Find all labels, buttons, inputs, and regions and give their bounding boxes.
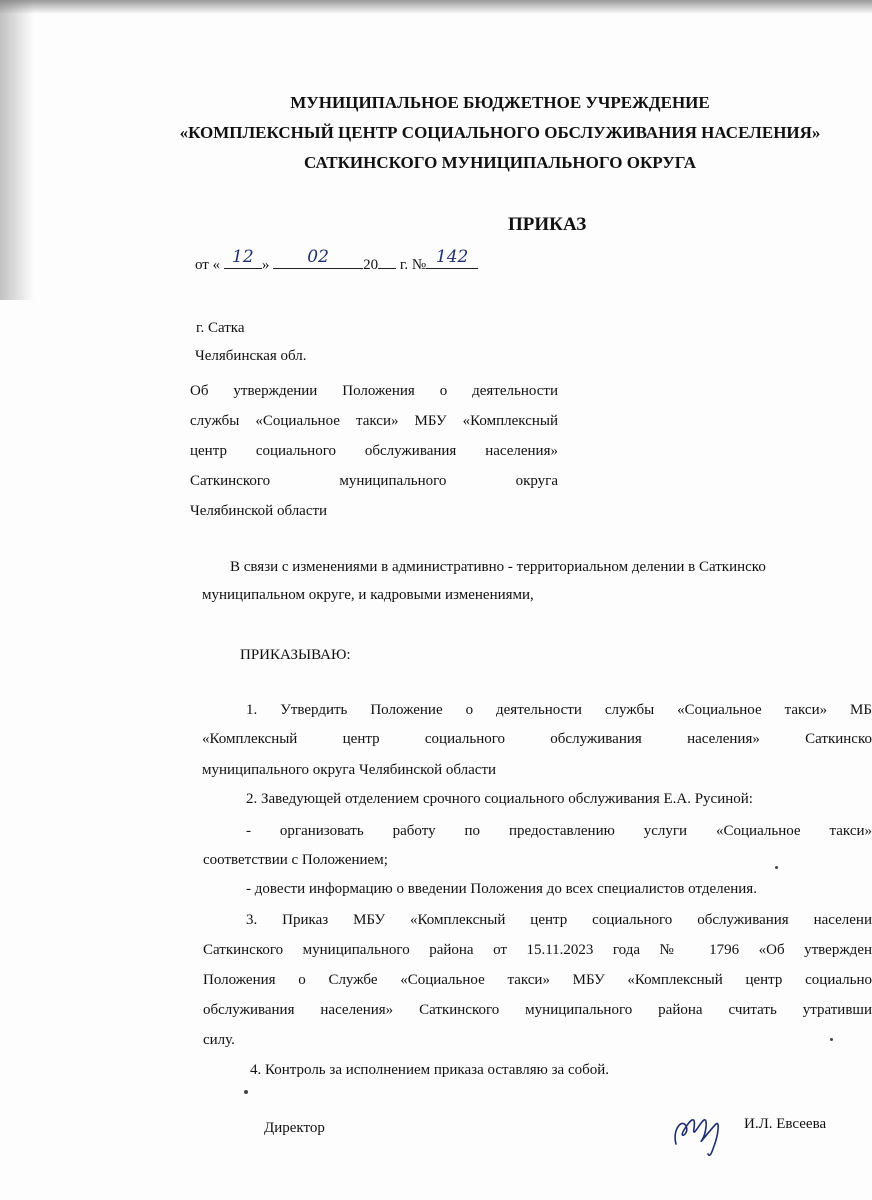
- subject-line: Об утверждении Положения о деятельности: [190, 383, 558, 399]
- date-quote-close: »: [261, 257, 270, 273]
- subject-line: Саткинского муниципального округа: [190, 473, 558, 489]
- item-3-line: Положения о Службе «Социальное такси» МБУ «Комплексный центр социально: [203, 972, 872, 988]
- item-1-line: муниципального округа Челябинской области: [202, 762, 497, 778]
- item-3-line: обслуживания населения» Саткинского муниципального района считать утративши: [203, 1002, 872, 1018]
- header-line-1: МУНИЦИПАЛЬНОЕ БЮДЖЕТНОЕ УЧРЕЖДЕНИЕ: [290, 93, 710, 112]
- item-2-sub-1-line: соответствии с Положением;: [203, 852, 388, 868]
- handwritten-signature: [668, 1100, 738, 1160]
- date-year-prefix: 20: [363, 257, 379, 273]
- number-prefix: г. №: [399, 257, 427, 273]
- signatory-name: И.Л. Евсеева: [744, 1116, 827, 1132]
- order-number-handwritten: 142: [435, 247, 469, 267]
- item-3-line: Саткинского муниципального района от 15.11.2023 года № 1796 «Об утвержден: [203, 942, 872, 958]
- item-2: 2. Заведующей отделением срочного социального обслуживания Е.А. Русиной:: [246, 791, 753, 807]
- header-line-2: «КОМПЛЕКСНЫЙ ЦЕНТР СОЦИАЛЬНОГО ОБСЛУЖИВАНИЯ НАСЕЛЕНИЯ»: [179, 123, 821, 142]
- place-city: г. Сатка: [196, 320, 245, 336]
- item-1-line: «Комплексный центр социального обслуживания населения» Саткинско: [202, 731, 872, 747]
- item-3-line: силу.: [203, 1032, 235, 1048]
- date-prefix: от «: [195, 257, 221, 273]
- document-title: ПРИКАЗ: [508, 214, 587, 235]
- subject-line: Челябинской области: [190, 503, 328, 519]
- place-region: Челябинская обл.: [195, 348, 307, 364]
- date-day-handwritten: 12: [232, 247, 254, 267]
- item-2-sub-2: - довести информацию о введении Положения до всех специалистов отделения.: [246, 881, 757, 897]
- scan-speck: [775, 866, 778, 869]
- preamble-line: В связи с изменениями в административно - территориальном делении в Саткинско: [230, 559, 766, 575]
- order-word: ПРИКАЗЫВАЮ:: [240, 647, 351, 663]
- item-4: 4. Контроль за исполнением приказа оставляю за собой.: [250, 1062, 610, 1078]
- date-month-handwritten: 02: [307, 247, 329, 267]
- scan-speck: [830, 1038, 833, 1041]
- signatory-title: Директор: [264, 1120, 325, 1136]
- item-1-line: 1. Утвердить Положение о деятельности службы «Социальное такси» МБ: [246, 702, 872, 718]
- item-3-line: 3. Приказ МБУ «Комплексный центр социального обслуживания населени: [246, 912, 872, 928]
- subject-line: центр социального обслуживания населения»: [190, 443, 558, 459]
- preamble-line: муниципальном округе, и кадровыми изменениями,: [202, 587, 534, 603]
- header-line-3: САТКИНСКОГО МУНИЦИПАЛЬНОГО ОКРУГА: [304, 153, 696, 172]
- subject-line: службы «Социальное такси» МБУ «Комплексный: [190, 413, 558, 429]
- scan-speck: [244, 1090, 248, 1094]
- item-2-sub-1-line: - организовать работу по предоставлению услуги «Социальное такси»: [246, 823, 872, 839]
